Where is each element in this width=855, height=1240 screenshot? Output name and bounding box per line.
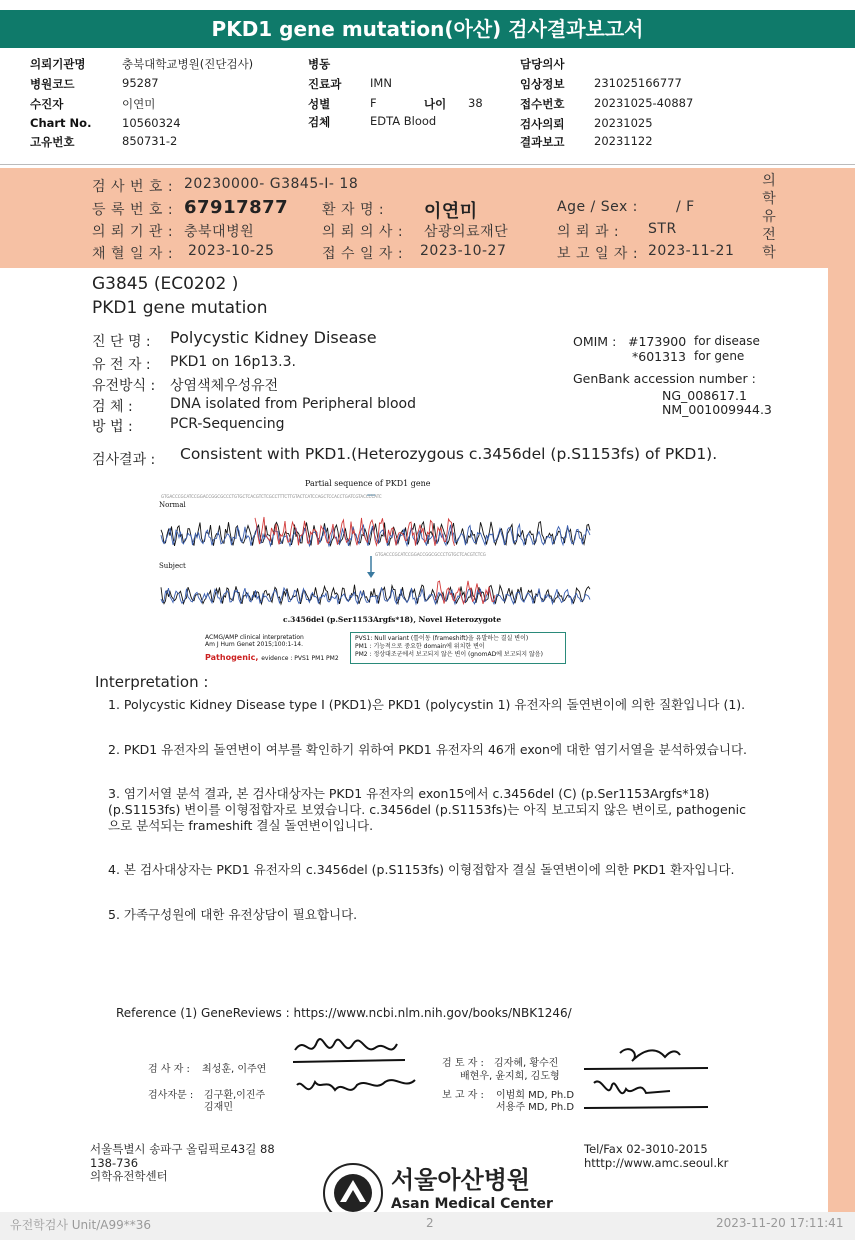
tel-fax: Tel/Fax 02-3010-2015 [584, 1142, 708, 1156]
inst: 충북대병원 [184, 224, 255, 240]
advisor-names: 김구환,이진주 [204, 1090, 266, 1101]
print-timestamp: 2023-11-20 17:11:41 [716, 1216, 844, 1230]
exam-no-label: 검 사 번 호 : [92, 179, 174, 195]
advisor-label: 검사자문 : [148, 1090, 194, 1101]
hdr-label: 진료과 [308, 77, 342, 91]
tester-signatures [285, 1030, 425, 1120]
hdr-value: EDTA Blood [370, 114, 437, 128]
hdr-label: 고유번호 [30, 135, 75, 149]
reg-no: 67917877 [184, 197, 289, 218]
hdr-value: 충북대학교병원(진단검사) [122, 57, 254, 71]
hdr-value: 38 [468, 96, 483, 110]
dept-vertical-label: 의학유전학 [762, 173, 776, 261]
normal-bases: GTGACCCGCATCCGGACCGGCGCCCTGTGCTCACGTCTCGCCTTTCTTGTACTCATCCAGCTCCACCTGATCGTACCCCATC [161, 494, 382, 499]
genbank-label: GenBank accession number : [573, 371, 756, 386]
evidence-line: PVS1: Null variant (틀이동 (frameshift)을 유발하는 결실 변이) [355, 635, 529, 642]
figure-title: Partial sequence of PKD1 gene [305, 479, 431, 488]
pathogenic-label: Pathogenic, [205, 653, 259, 662]
evidence-box [350, 632, 566, 664]
hospital-name-kr: 서울아산병원 [391, 1166, 531, 1194]
dept-label: 의 뢰 과 : [557, 224, 620, 240]
reference: Reference (1) GeneReviews : https://www.ncbi.nlm.nih.gov/books/NBK1246/ [116, 1006, 572, 1020]
collect-date: 2023-10-25 [188, 243, 275, 259]
report-title: PKD1 gene mutation(아산) 검사결과보고서 [0, 10, 855, 48]
reg-no-label: 등 록 번 호 : [92, 202, 174, 218]
interpretation-item: 2. PKD1 유전자의 돌연변이 여부를 확인하기 위하여 PKD1 유전자의 46개 exon에 대한 염기서열을 분석하였습니다. [108, 742, 747, 757]
test-name: PKD1 gene mutation [92, 298, 268, 318]
doctor-label: 의 뢰 의 사 : [322, 224, 404, 240]
subject-label: Subject [159, 562, 186, 570]
right-margin-band [828, 168, 855, 1230]
hdr-value: 20231025-40887 [594, 96, 694, 110]
hdr-value: 20231025 [594, 116, 653, 130]
mutation-arrow-head [367, 572, 375, 578]
result-label: 검사결과 : [92, 452, 156, 468]
omim-gene: *601313 [632, 349, 686, 364]
normal-label: Normal [159, 501, 186, 509]
subject-bases: GTGACCCGCATCCGGACCGGCGCCCTGTGCTCACGTCTCG [375, 552, 486, 557]
tester-label: 검 사 자 : [148, 1064, 190, 1075]
reviewer-label: 검 토 자 : [442, 1058, 484, 1069]
hdr-value: 이연미 [122, 97, 156, 111]
reviewer-names: 김자혜, 황수진 [494, 1058, 559, 1069]
hdr-value: F [370, 96, 377, 110]
inst-label: 의 뢰 기 관 : [92, 224, 174, 240]
omim-label: OMIM : [573, 334, 617, 349]
evidence-line: PM2 : 정상대조군에서 보고되지 않은 변이 (gnomAD에 보고되지 않음) [355, 651, 543, 658]
specimen-label: 검 체 : [92, 399, 133, 415]
interpretation-item: 3. 염기서열 분석 결과, 본 검사대상자는 PKD1 유전자의 exon15에서 c.3456del (C) (p.Ser1153Argfs*18) (p.S1153fs) 변이를 이형접합자로 보였습니다. c.3456del (p.S1153fs)는 아직 보고되지 않은 변이로, pathogenic으로 분석되는 frameshift 결실 돌연변이입니다. [108, 786, 746, 833]
evidence-codes: evidence : PVS1 PM1 PM2 [261, 655, 339, 662]
signature-1 [295, 1039, 397, 1050]
address-line: 138-736 [90, 1156, 139, 1170]
receive-date: 2023-10-27 [420, 243, 507, 259]
patient-header [0, 54, 855, 164]
interpretation-item: 1. Polycystic Kidney Disease type I (PKD1)은 PKD1 (polycystin 1) 유전자의 돌연변이에 의한 질환입니다 (1). [108, 697, 746, 712]
age-sex-label: Age / Sex : [557, 199, 638, 215]
hdr-value: 231025166777 [594, 76, 682, 90]
patient-label: 환 자 명 : [322, 202, 385, 218]
hdr-label: Chart No. [30, 116, 92, 130]
doctor: 삼광의료재단 [424, 224, 509, 240]
omim-disease-desc: for disease [694, 334, 760, 348]
figure-caption: c.3456del (p.Ser1153Argfs*18), Novel Heterozygote [283, 615, 502, 624]
hdr-value: 850731-2 [122, 134, 178, 148]
address-line: 서울특별시 송파구 올림픽로43길 88 [90, 1142, 275, 1156]
specimen: DNA isolated from Peripheral blood [170, 396, 417, 412]
hdr-value: 10560324 [122, 116, 181, 130]
advisor-names: 김재민 [204, 1102, 233, 1113]
inherit-label: 유전방식 : [92, 378, 156, 394]
genbank-nm: NM_001009944.3 [662, 402, 772, 417]
signature-1-underline [293, 1060, 405, 1062]
reporter-name: 서용주 MD, Ph.D [496, 1102, 575, 1113]
page-number: 2 [426, 1216, 434, 1230]
hdr-value: IMN [370, 76, 392, 90]
dept: STR [648, 221, 677, 237]
hdr-value: 95287 [122, 76, 159, 90]
omim-disease: #173900 [628, 334, 687, 349]
omim-gene-desc: for gene [694, 349, 745, 363]
hdr-value: 20231122 [594, 134, 653, 148]
diag: Polycystic Kidney Disease [170, 328, 377, 347]
evidence-line: PM1 : 기능적으로 중요한 domain에 위치한 변이 [355, 643, 485, 650]
hdr-label: 나이 [424, 97, 447, 111]
reporter-name: 이범희 MD, Ph.D [496, 1090, 575, 1101]
acmg-line: ACMG/AMP clinical interpretation [205, 634, 304, 641]
interpretation-item: 4. 본 검사대상자는 PKD1 유전자의 c.3456del (p.S1153fs) 이형접합자 결실 돌연변이에 의한 PKD1 환자입니다. [108, 862, 735, 877]
website: htttp://www.amc.seoul.kr [584, 1156, 729, 1170]
hdr-label: 임상정보 [520, 77, 565, 91]
hospital-name-en: Asan Medical Center [391, 1196, 553, 1212]
signature-4 [594, 1081, 670, 1093]
signature-2 [297, 1080, 415, 1090]
signature-3-underline [584, 1068, 708, 1069]
hdr-label: 병원코드 [30, 77, 75, 91]
result-text: Consistent with PKD1.(Heterozygous c.3456del (p.S1153fs) of PKD1). [180, 445, 718, 463]
interpretation-item: 5. 가족구성원에 대한 유전상담이 필요합니다. [108, 907, 358, 922]
address-line: 의학유전학센터 [90, 1169, 168, 1183]
hdr-label: 병동 [308, 57, 331, 71]
inherit: 상염색체우성유전 [170, 378, 279, 394]
gene-label: 유 전 자 : [92, 357, 151, 373]
reviewer-signatures [580, 1035, 715, 1120]
test-code: G3845 (EC0202 ) [92, 274, 239, 294]
receive-label: 접 수 일 자 : [322, 246, 404, 262]
genbank-ng: NG_008617.1 [662, 388, 747, 403]
acmg-reference [205, 634, 304, 648]
report-label: 보 고 일 자 : [557, 246, 639, 262]
signature-3 [620, 1049, 680, 1061]
interpretation-heading: Interpretation : [95, 673, 209, 691]
method-label: 방 법 : [92, 419, 133, 435]
hdr-label: 결과보고 [520, 135, 565, 149]
hdr-label: 접수번호 [520, 97, 565, 111]
age-sex: / F [676, 199, 695, 215]
reviewer-names: 배현우, 윤지희, 김도형 [460, 1071, 560, 1082]
subject-trace [161, 585, 590, 604]
report-date: 2023-11-21 [648, 243, 735, 259]
diag-label: 진 단 명 : [92, 334, 151, 350]
gene: PKD1 on 16p13.3. [170, 354, 296, 370]
collect-label: 채 혈 일 자 : [92, 246, 174, 262]
method: PCR-Sequencing [170, 416, 285, 432]
hdr-label: 검체 [308, 115, 331, 129]
header-divider [0, 164, 855, 165]
exam-no: 20230000- G3845-I- 18 [184, 176, 359, 192]
hdr-label: 성별 [308, 97, 331, 111]
tester-names: 최성훈, 이주연 [202, 1064, 267, 1075]
hdr-label: 검사의뢰 [520, 117, 565, 131]
reporter-label: 보 고 자 : [442, 1090, 484, 1101]
pathogenic-call [205, 653, 339, 662]
hdr-label: 수진자 [30, 97, 64, 111]
unit-code: 유전학검사 Unit/A99**36 [10, 1218, 151, 1232]
hdr-label: 의뢰기관명 [30, 57, 86, 71]
acmg-line: Am J Hum Genet 2015;100:1-14. [205, 641, 303, 648]
signature-4-underline [584, 1107, 708, 1108]
patient-name: 이연미 [424, 201, 478, 222]
hdr-label: 담당의사 [520, 57, 565, 71]
